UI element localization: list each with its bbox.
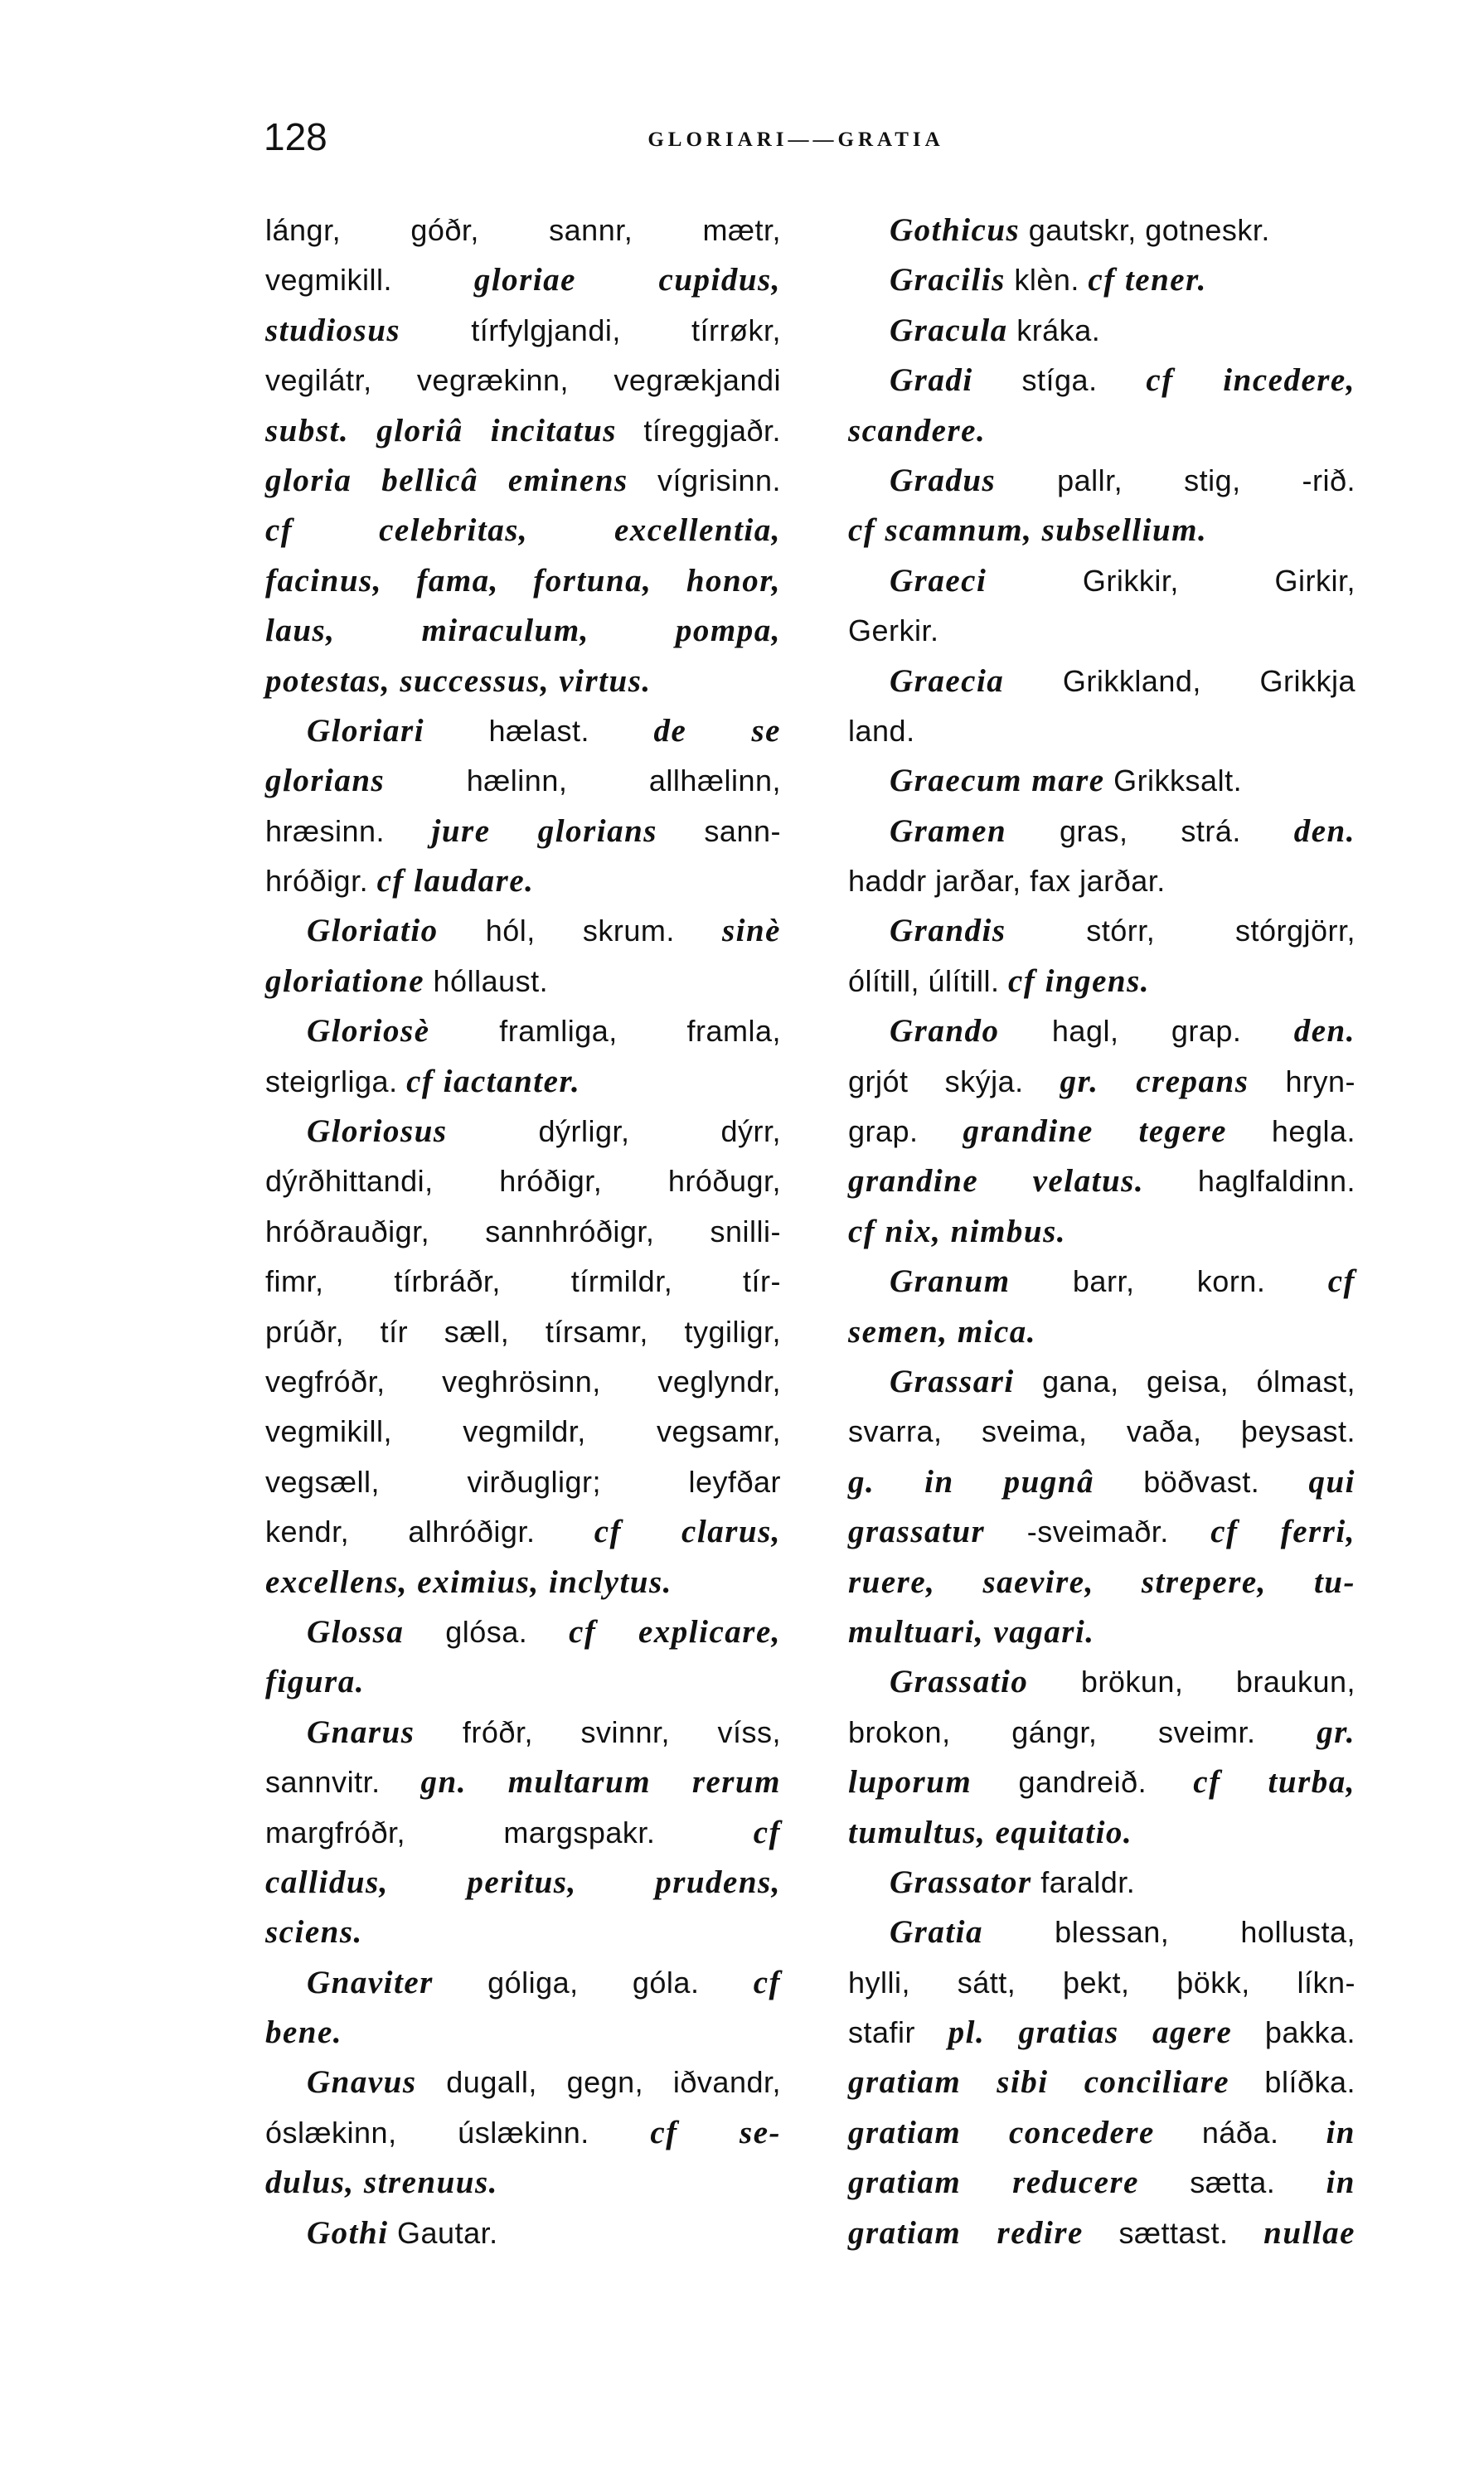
text-line	[265, 1908, 781, 1957]
icelandic-text: vegilátr, vegrækinn, vegrækjandi	[265, 363, 781, 398]
text-line	[265, 2058, 781, 2107]
text-line	[848, 1908, 1355, 1957]
running-head: GLORIARI——GRATIA	[647, 128, 944, 151]
latin-term: Gradus	[890, 462, 997, 498]
icelandic-text: hegla.	[1226, 1114, 1355, 1149]
latin-term: cf	[1327, 1263, 1355, 1300]
latin-term: gn. multarum rerum	[420, 1764, 782, 1801]
icelandic-text: brökun, braukun,	[1028, 1665, 1355, 1699]
text-line	[848, 706, 1355, 756]
latin-term: luporum	[848, 1764, 972, 1801]
latin-term: Gracula	[890, 312, 1008, 348]
latin-term: cf ferri,	[1210, 1514, 1355, 1550]
icelandic-text: tírfylgjandi, tírrøkr,	[400, 313, 781, 347]
dictionary-entry	[265, 1958, 781, 2058]
latin-term: cf	[753, 1964, 781, 2000]
text-line	[848, 2108, 1355, 2158]
latin-term: Gloriari	[307, 712, 425, 749]
text-line	[265, 957, 781, 1006]
latin-term: gratiam redire	[848, 2214, 1084, 2251]
latin-term: jure glorians	[431, 812, 657, 849]
icelandic-text: grap.	[848, 1114, 963, 1149]
latin-term: Granum	[890, 1263, 1011, 1300]
text-line	[265, 506, 781, 555]
latin-term: gloriatione	[265, 962, 425, 999]
latin-term: Glossa	[307, 1613, 405, 1650]
latin-term: cf explicare,	[569, 1613, 781, 1650]
text-line	[265, 1257, 781, 1307]
text-line	[848, 1207, 1355, 1257]
icelandic-text: lángr, góðr, sannr, mætr,	[265, 213, 781, 247]
text-line	[848, 1257, 1355, 1307]
latin-term: den.	[1293, 1013, 1355, 1050]
text-line	[848, 756, 1355, 806]
latin-term: pl. gratias agere	[948, 2014, 1233, 2051]
icelandic-text: blessan, hollusta,	[983, 1915, 1355, 1950]
text-line	[265, 206, 781, 255]
dictionary-entry	[265, 906, 781, 1006]
text-line	[265, 1858, 781, 1908]
text-line	[848, 306, 1355, 356]
right-column	[848, 206, 1355, 2258]
latin-term: Grassator	[890, 1864, 1032, 1900]
icelandic-text: land.	[848, 713, 915, 748]
latin-term: cf laudare.	[376, 863, 535, 899]
icelandic-text: gana, geisa, ólmast,	[1014, 1364, 1355, 1399]
text-line	[265, 1657, 781, 1707]
text-line	[848, 1457, 1355, 1507]
text-line	[848, 456, 1355, 506]
icelandic-text: vegsæll, virðugligr; leyfðar	[265, 1464, 781, 1499]
latin-term: cf turba,	[1193, 1764, 1356, 1801]
latin-term: Gramen	[890, 812, 1007, 849]
icelandic-text: pallr, stig, -rið.	[996, 463, 1355, 497]
text-line	[848, 406, 1355, 456]
text-line	[265, 255, 781, 305]
text-line	[848, 2008, 1355, 2058]
icelandic-text: gautskr, gotneskr.	[1020, 213, 1270, 247]
dictionary-entry	[265, 1708, 781, 1958]
latin-term: multuari, vagari.	[848, 1613, 1095, 1650]
latin-term: Gothi	[307, 2214, 389, 2251]
icelandic-text: stórr, stórgjörr,	[1006, 914, 1355, 948]
latin-term: in	[1326, 2114, 1355, 2150]
text-line	[265, 356, 781, 405]
latin-term: nullae	[1263, 2214, 1355, 2251]
icelandic-text: hróðigr.	[265, 864, 377, 899]
icelandic-text: böðvast.	[1094, 1464, 1309, 1499]
dictionary-entry	[265, 2058, 781, 2208]
icelandic-text: barr, korn.	[1010, 1264, 1328, 1299]
latin-term: potestas, successus, virtus.	[265, 662, 652, 699]
latin-term: bene.	[265, 2014, 343, 2051]
latin-term: studiosus	[265, 312, 401, 348]
text-line	[265, 306, 781, 356]
text-line	[848, 1407, 1355, 1457]
icelandic-text: náða.	[1154, 2115, 1326, 2150]
latin-term: glorians	[265, 763, 386, 799]
text-line	[265, 1808, 781, 1858]
page-number: 128	[264, 115, 327, 158]
dictionary-entry	[848, 356, 1355, 456]
text-line	[265, 406, 781, 456]
icelandic-text: haglfaldinn.	[1144, 1164, 1355, 1199]
icelandic-text: sann-	[657, 813, 781, 848]
dictionary-entry	[848, 1858, 1355, 1908]
icelandic-text: vegmikill, vegmildr, vegsamr,	[265, 1414, 781, 1449]
text-line	[265, 1357, 781, 1407]
icelandic-text: dýrligr, dýrr,	[447, 1114, 781, 1149]
latin-term: Grassatio	[890, 1664, 1029, 1700]
dictionary-entry	[848, 1657, 1355, 1858]
text-line	[848, 2158, 1355, 2208]
latin-term: Gloriosus	[307, 1113, 448, 1150]
text-line	[848, 807, 1355, 856]
latin-term: gratiam reducere	[848, 2165, 1139, 2201]
latin-term: cf	[753, 1814, 781, 1850]
latin-term: subst. gloriâ incitatus	[265, 412, 617, 448]
latin-term: figura.	[265, 1664, 365, 1700]
icelandic-text: gras, strá.	[1006, 813, 1294, 848]
latin-term: Gradi	[890, 362, 973, 399]
latin-term: gr. crepans	[1060, 1063, 1249, 1099]
text-line	[848, 1657, 1355, 1707]
dictionary-entry	[848, 456, 1355, 556]
text-line	[265, 856, 781, 906]
latin-term: Graecum mare	[890, 763, 1105, 799]
latin-term: Gloriatio	[307, 913, 439, 949]
icelandic-text: brokon, gángr, sveimr.	[848, 1714, 1317, 1749]
text-line	[265, 657, 781, 706]
text-line	[848, 1156, 1355, 1206]
icelandic-text: steigrliga.	[265, 1064, 407, 1098]
left-column	[265, 206, 781, 2258]
text-line	[848, 2058, 1355, 2107]
dictionary-entry	[265, 1006, 781, 1107]
text-line	[848, 1708, 1355, 1757]
text-line	[265, 1607, 781, 1657]
text-line	[265, 706, 781, 756]
text-line	[848, 206, 1355, 255]
icelandic-text: Gerkir.	[848, 613, 939, 648]
latin-term: sciens.	[265, 1914, 363, 1951]
icelandic-text: vegmikill.	[265, 263, 474, 298]
icelandic-text: hælast.	[424, 713, 654, 748]
icelandic-text: kráka.	[1007, 313, 1101, 347]
latin-term: ruere, saevire, strepere, tu-	[848, 1563, 1355, 1600]
latin-term: grassatur	[848, 1514, 986, 1550]
icelandic-text: hylli, sátt, þekt, þökk, líkn-	[848, 1965, 1355, 2000]
dictionary-entry	[848, 1006, 1355, 1257]
latin-term: Gloriosè	[307, 1013, 430, 1050]
icelandic-text: gandreið.	[972, 1765, 1194, 1800]
dictionary-entry	[848, 1357, 1355, 1657]
latin-term: Grassari	[890, 1363, 1015, 1399]
latin-term: gr.	[1317, 1714, 1355, 1750]
text-line	[265, 1558, 781, 1607]
icelandic-text: framliga, framla,	[429, 1014, 781, 1049]
text-line	[265, 807, 781, 856]
text-line	[265, 906, 781, 956]
latin-term: cf se-	[650, 2114, 781, 2150]
latin-term: dulus, strenuus.	[265, 2165, 498, 2201]
latin-term: qui	[1308, 1463, 1355, 1500]
icelandic-text: haddr jarðar, fax jarðar.	[848, 864, 1166, 899]
text-line	[848, 1507, 1355, 1557]
latin-term: cf tener.	[1088, 262, 1207, 298]
icelandic-text: hól, skrum.	[438, 914, 722, 948]
latin-term: Gothicus	[890, 212, 1021, 248]
icelandic-text: faraldr.	[1031, 1864, 1136, 1899]
icelandic-text: prúðr, tír sæll, tírsamr, tygiligr,	[265, 1314, 781, 1349]
text-line	[265, 1958, 781, 2008]
dictionary-entry	[848, 657, 1355, 757]
text-line	[848, 1006, 1355, 1056]
icelandic-text: hryn-	[1249, 1064, 1355, 1098]
text-line	[848, 506, 1355, 555]
latin-term: Gnaviter	[307, 1964, 434, 2000]
latin-term: gratiam sibi conciliare	[848, 2064, 1230, 2101]
text-line	[265, 556, 781, 606]
text-line	[848, 1958, 1355, 2008]
text-line	[265, 1156, 781, 1206]
text-line	[265, 756, 781, 806]
icelandic-text: blíðka.	[1229, 2065, 1355, 2100]
dictionary-entry	[848, 556, 1355, 657]
latin-term: sinè	[721, 913, 781, 949]
icelandic-text: Grikkland, Grikkja	[1004, 663, 1355, 698]
icelandic-text: hræsinn.	[265, 813, 432, 848]
icelandic-text: hælinn, allhælinn,	[385, 764, 781, 798]
text-line	[848, 1307, 1355, 1357]
text-line	[265, 606, 781, 656]
text-line	[265, 2108, 781, 2158]
latin-term: Graeci	[890, 562, 987, 599]
dictionary-entry	[265, 706, 781, 907]
icelandic-text: dugall, gegn, iðvandr,	[416, 2065, 781, 2100]
text-line	[265, 2158, 781, 2208]
latin-term: Gracilis	[890, 262, 1006, 298]
dictionary-entry	[848, 1257, 1355, 1357]
text-line	[848, 906, 1355, 956]
icelandic-text: kendr, alhróðigr.	[265, 1515, 594, 1549]
dictionary-entry	[848, 1908, 1355, 2258]
dictionary-entry	[848, 306, 1355, 356]
dictionary-entry	[848, 807, 1355, 907]
dictionary-entry	[848, 255, 1355, 305]
latin-term: scandere.	[848, 412, 987, 448]
text-line	[265, 1757, 781, 1807]
latin-term: grandine tegere	[963, 1113, 1227, 1150]
icelandic-text: Gautar.	[388, 2215, 498, 2250]
latin-term: Gratia	[890, 1914, 984, 1951]
latin-term: Gnarus	[307, 1714, 415, 1750]
text-line	[265, 1457, 781, 1507]
text-line	[848, 856, 1355, 906]
dictionary-entry	[265, 206, 781, 706]
text-line	[848, 1357, 1355, 1407]
latin-term: gratiam concedere	[848, 2114, 1155, 2150]
icelandic-text: sætta.	[1138, 2165, 1326, 2200]
text-line	[848, 255, 1355, 305]
text-line	[848, 1808, 1355, 1858]
icelandic-text: Grikkir, Girkir,	[987, 563, 1355, 598]
text-line	[848, 1107, 1355, 1156]
text-line	[265, 1407, 781, 1457]
text-line	[265, 1057, 781, 1107]
icelandic-text: Grikksalt.	[1104, 764, 1243, 798]
latin-term: semen, mica.	[848, 1313, 1037, 1350]
text-line	[848, 957, 1355, 1006]
dictionary-entry	[265, 1607, 781, 1708]
latin-term: Grandis	[890, 913, 1006, 949]
icelandic-text: ólítill, úlítill.	[848, 963, 1009, 998]
icelandic-text: fróðr, svinnr, víss,	[415, 1714, 781, 1749]
text-line	[848, 1057, 1355, 1107]
latin-term: cf nix, nimbus.	[848, 1213, 1067, 1249]
text-line	[848, 657, 1355, 706]
text-line	[265, 1107, 781, 1156]
text-line	[265, 1006, 781, 1056]
dictionary-entry	[265, 2208, 781, 2258]
latin-term: cf iactanter.	[406, 1063, 581, 1099]
icelandic-text: svarra, sveima, vaða, þeysast.	[848, 1414, 1355, 1449]
latin-term: laus, miraculum, pompa,	[265, 613, 781, 649]
icelandic-text: þakka.	[1232, 2015, 1355, 2050]
icelandic-text: hóllaust.	[424, 963, 549, 998]
latin-term: excellens, eximius, inclytus.	[265, 1563, 672, 1600]
icelandic-text: óslækinn, úslækinn.	[265, 2115, 651, 2150]
text-line	[848, 1858, 1355, 1908]
latin-term: tumultus, equitatio.	[848, 1814, 1133, 1850]
latin-term: gloriae cupidus,	[473, 262, 781, 298]
text-line	[265, 2208, 781, 2258]
latin-term: g. in pugnâ	[848, 1463, 1095, 1500]
icelandic-text: góliga, góla.	[433, 1965, 754, 2000]
text-line	[265, 1207, 781, 1257]
icelandic-text: vígrisinn.	[628, 463, 781, 497]
latin-term: in	[1326, 2165, 1355, 2201]
latin-term: cf celebritas, excellentia,	[265, 512, 781, 549]
text-line	[848, 606, 1355, 656]
dictionary-entry	[848, 206, 1355, 255]
dictionary-entry	[848, 756, 1355, 806]
dictionary-entry	[848, 906, 1355, 1006]
latin-term: cf clarus,	[594, 1514, 781, 1550]
icelandic-text: vegfróðr, veghrösinn, veglyndr,	[265, 1364, 781, 1399]
text-line	[848, 556, 1355, 606]
latin-term: callidus, peritus, prudens,	[265, 1864, 781, 1900]
icelandic-text: sættast.	[1083, 2215, 1264, 2250]
latin-term: cf ingens.	[1008, 962, 1151, 999]
icelandic-text: tíreggjaðr.	[617, 413, 782, 448]
icelandic-text: fimr, tírbráðr, tírmildr, tír-	[265, 1264, 781, 1299]
latin-term: grandine velatus.	[848, 1163, 1145, 1200]
text-line	[848, 1607, 1355, 1657]
icelandic-text: dýrðhittandi, hróðigr, hróðugr,	[265, 1164, 781, 1199]
latin-term: cf scamnum, subsellium.	[848, 512, 1208, 549]
icelandic-text: hagl, grap.	[999, 1014, 1294, 1049]
icelandic-text: klèn.	[1005, 263, 1089, 298]
icelandic-text: glósa.	[404, 1614, 570, 1649]
icelandic-text: -sveimaðr.	[985, 1515, 1211, 1549]
icelandic-text: sannvitr.	[265, 1765, 421, 1800]
latin-term: de se	[653, 712, 781, 749]
latin-term: Gnavus	[307, 2064, 417, 2101]
icelandic-text: stafir	[848, 2015, 948, 2050]
dictionary-entry	[265, 1107, 781, 1607]
text-line	[265, 1307, 781, 1357]
text-line	[265, 2008, 781, 2058]
text-line	[848, 2208, 1355, 2258]
icelandic-text: hróðrauðigr, sannhróðigr, snilli-	[265, 1214, 781, 1248]
text-line	[848, 1757, 1355, 1807]
text-line	[848, 1558, 1355, 1607]
icelandic-text: stíga.	[972, 363, 1147, 398]
text-line	[265, 456, 781, 506]
latin-term: cf incedere,	[1146, 362, 1355, 399]
latin-term: den.	[1293, 812, 1355, 849]
latin-term: gloria bellicâ eminens	[265, 462, 628, 498]
text-line	[265, 1708, 781, 1757]
text-line	[848, 356, 1355, 405]
latin-term: Grando	[890, 1013, 1000, 1050]
icelandic-text: grjót skýja.	[848, 1064, 1060, 1098]
latin-term: facinus, fama, fortuna, honor,	[265, 562, 781, 599]
latin-term: Graecia	[890, 662, 1005, 699]
text-line	[265, 1507, 781, 1557]
icelandic-text: margfróðr, margspakr.	[265, 1815, 754, 1849]
